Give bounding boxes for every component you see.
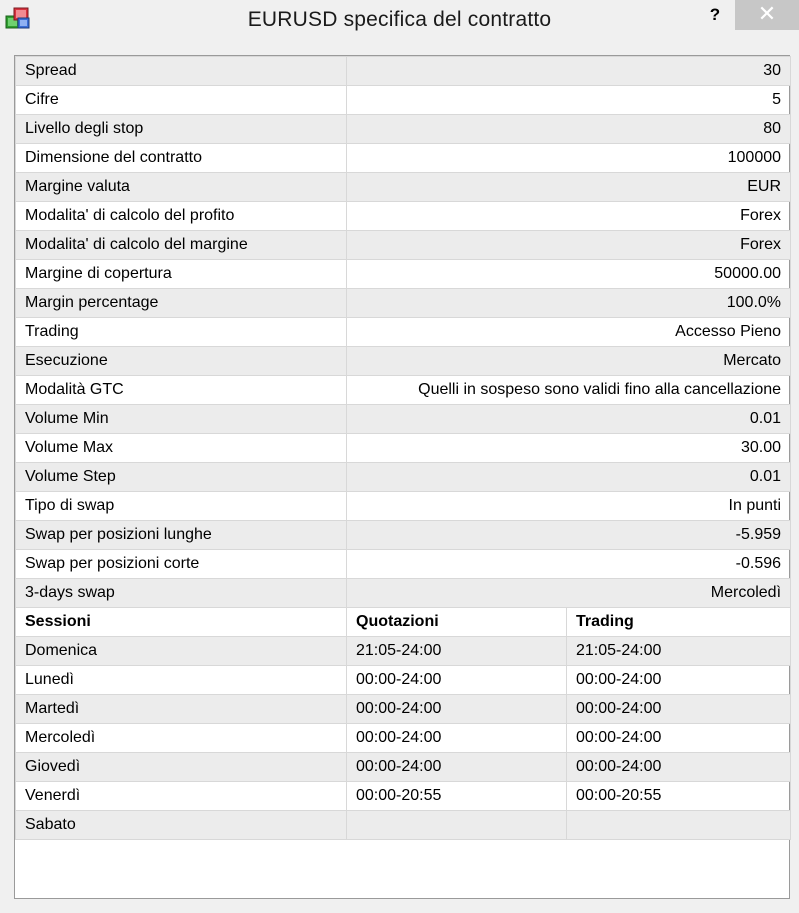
spec-value: -5.959 (347, 521, 791, 550)
session-trading: 00:00-24:00 (567, 666, 791, 695)
spec-row (16, 492, 791, 521)
session-trading (567, 811, 791, 840)
spec-value: In punti (347, 492, 791, 521)
spec-label: Volume Max (16, 434, 347, 463)
session-row (16, 753, 791, 782)
title-bar (0, 0, 799, 40)
spec-label: Swap per posizioni corte (16, 550, 347, 579)
spec-row (16, 231, 791, 260)
spec-value: 5 (347, 86, 791, 115)
sessions-header-quotes: Quotazioni (347, 608, 567, 637)
spec-value: Quelli in sospeso sono validi fino alla cancellazione (347, 376, 791, 405)
help-icon[interactable]: ? (709, 5, 721, 24)
spec-row (16, 57, 791, 86)
session-row (16, 695, 791, 724)
specification-table (15, 56, 791, 840)
session-row (16, 666, 791, 695)
spec-label: Modalita' di calcolo del profito (16, 202, 347, 231)
spec-value: 100000 (347, 144, 791, 173)
session-quotes: 00:00-24:00 (347, 753, 567, 782)
spec-row (16, 463, 791, 492)
session-day: Giovedì (16, 753, 347, 782)
spec-value: Forex (347, 202, 791, 231)
spec-value: Accesso Pieno (347, 318, 791, 347)
sessions-header-trading: Trading (567, 608, 791, 637)
spec-label: Margin percentage (16, 289, 347, 318)
session-row (16, 811, 791, 840)
spec-value: 0.01 (347, 405, 791, 434)
spec-row (16, 405, 791, 434)
session-day: Lunedì (16, 666, 347, 695)
spec-row (16, 260, 791, 289)
session-day: Mercoledì (16, 724, 347, 753)
spec-label: Tipo di swap (16, 492, 347, 521)
spec-row (16, 521, 791, 550)
spec-label: Margine di copertura (16, 260, 347, 289)
spec-label: 3-days swap (16, 579, 347, 608)
spec-row (16, 86, 791, 115)
spec-label: Volume Step (16, 463, 347, 492)
spec-label: Modalità GTC (16, 376, 347, 405)
spec-row (16, 115, 791, 144)
session-day: Martedì (16, 695, 347, 724)
spec-value: 80 (347, 115, 791, 144)
spec-row (16, 347, 791, 376)
session-row (16, 724, 791, 753)
spec-row (16, 318, 791, 347)
spec-value: EUR (347, 173, 791, 202)
specification-panel (14, 55, 790, 899)
spec-row (16, 173, 791, 202)
session-day: Venerdì (16, 782, 347, 811)
spec-row (16, 434, 791, 463)
spec-label: Esecuzione (16, 347, 347, 376)
spec-value: -0.596 (347, 550, 791, 579)
session-quotes: 00:00-24:00 (347, 695, 567, 724)
spec-row (16, 579, 791, 608)
session-day: Domenica (16, 637, 347, 666)
window-title: EURUSD specifica del contratto (247, 8, 552, 31)
session-trading: 00:00-20:55 (567, 782, 791, 811)
spec-value: 0.01 (347, 463, 791, 492)
spec-value: 30.00 (347, 434, 791, 463)
spec-label: Dimensione del contratto (16, 144, 347, 173)
spec-row (16, 550, 791, 579)
sessions-header-day: Sessioni (16, 608, 347, 637)
session-quotes: 00:00-24:00 (347, 724, 567, 753)
session-trading: 00:00-24:00 (567, 724, 791, 753)
session-row (16, 782, 791, 811)
close-icon[interactable]: ✕ (735, 0, 799, 30)
session-quotes (347, 811, 567, 840)
spec-row (16, 289, 791, 318)
session-quotes: 00:00-20:55 (347, 782, 567, 811)
spec-value: Mercoledì (347, 579, 791, 608)
spec-value: 50000.00 (347, 260, 791, 289)
spec-label: Cifre (16, 86, 347, 115)
spec-value: Mercato (347, 347, 791, 376)
spec-value: 30 (347, 57, 791, 86)
spec-label: Margine valuta (16, 173, 347, 202)
spec-row (16, 376, 791, 405)
spec-label: Spread (16, 57, 347, 86)
spec-label: Swap per posizioni lunghe (16, 521, 347, 550)
session-row (16, 637, 791, 666)
spec-label: Livello degli stop (16, 115, 347, 144)
session-trading: 00:00-24:00 (567, 753, 791, 782)
spec-label: Modalita' di calcolo del margine (16, 231, 347, 260)
session-trading: 00:00-24:00 (567, 695, 791, 724)
session-quotes: 21:05-24:00 (347, 637, 567, 666)
spec-row (16, 202, 791, 231)
spec-label: Trading (16, 318, 347, 347)
spec-value: 100.0% (347, 289, 791, 318)
sessions-header-row (16, 608, 791, 637)
spec-label: Volume Min (16, 405, 347, 434)
spec-row (16, 144, 791, 173)
session-trading: 21:05-24:00 (567, 637, 791, 666)
spec-value: Forex (347, 231, 791, 260)
session-day: Sabato (16, 811, 347, 840)
session-quotes: 00:00-24:00 (347, 666, 567, 695)
